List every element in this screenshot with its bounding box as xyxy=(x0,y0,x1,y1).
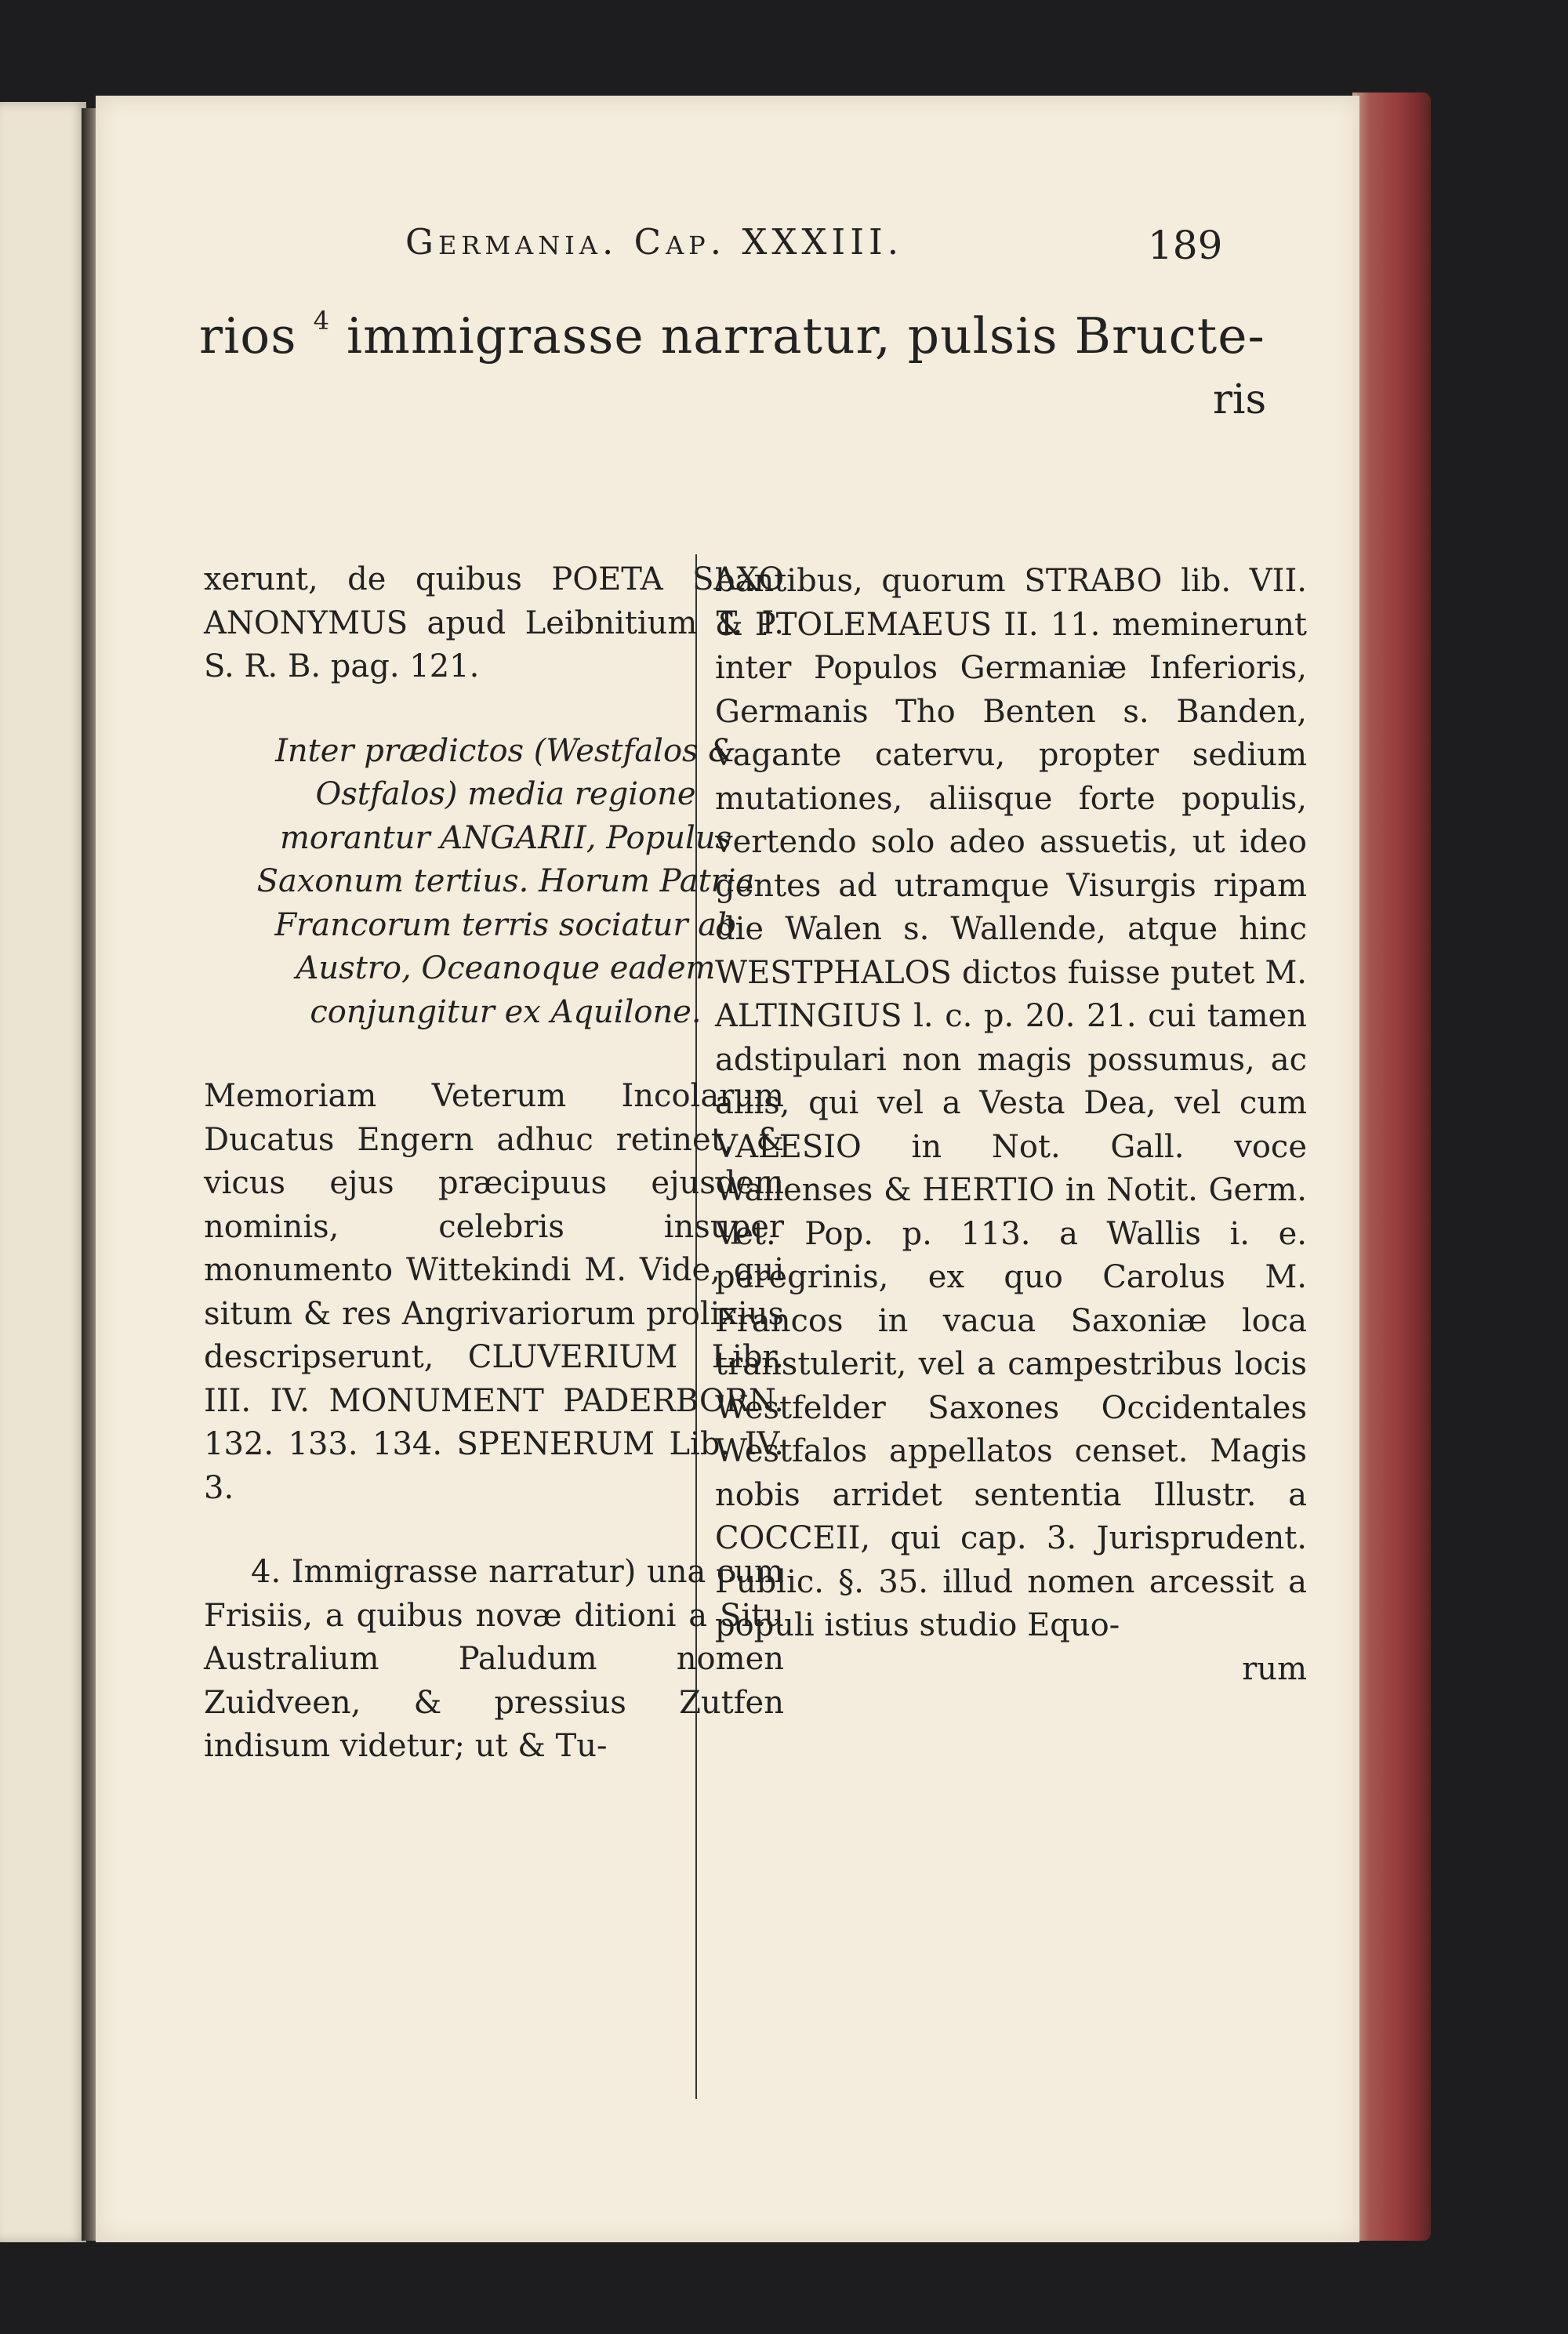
headline-rest: immigrasse narratur, pulsis Bructe- xyxy=(346,307,1265,365)
catchword-top: ris xyxy=(1213,376,1267,423)
headline-start: rios xyxy=(199,307,297,365)
catchword-bottom: rum xyxy=(1242,1650,1307,1687)
footnote-reference: 4 xyxy=(313,306,330,336)
left-column xyxy=(204,558,784,1769)
footnote-4: 4. Immigrasse narratur) una cum Frisiis, a quibus novæ ditioni a Situ Australium Paludum nomen Zuidveen, & pressius Zutfen indisum videtur; ut & Tu- xyxy=(204,1554,784,1764)
left-paragraph-2: Memoriam Veterum Incolarum Ducatus Engern adhuc retinet, & vicus ejus præcipuus ejusdem nominis, celebris insuper monumento Wittekindi M. Vide, qui situm & res Angrivariorum prolixius descripserunt, CLUVERIUM Libr. III. IV. MONUMENT PADERBORN. 132. 133. 134. SPENERUM Lib. IV. 3. xyxy=(204,1078,784,1506)
book-page-block xyxy=(1352,93,1431,2241)
book-page xyxy=(96,96,1359,2242)
running-head xyxy=(96,221,1359,292)
verse-quotation: Inter prædictos (Westfalos & Ostfalos) media regione morantur ANGARII, Populus Saxonum tertius. Horum Patria Francorum terris sociatur ab Austro, Oceanoque eadem conjungitur ex Aquilone. xyxy=(256,732,755,1030)
facing-page-edge xyxy=(0,102,86,2242)
right-column xyxy=(715,560,1307,1691)
continued-text-line xyxy=(199,307,1312,365)
left-paragraph-1: xerunt, de quibus POETA SAXO ANONYMUS apud Leibnitium T. I. S. R. B. pag. 121. xyxy=(204,561,784,684)
page-number: 189 xyxy=(1148,223,1223,268)
right-paragraph-1: bantibus, quorum STRABO lib. VII. & PTOLEMAEUS II. 11. meminerunt inter Populos Germaniæ Inferioris, Germanis Tho Benten s. Banden, vagante catervu, propter sedium mutationes, aliisque forte populis, vertendo solo adeo assuetis, ut ideo gentes ad utramque Visurgis ripam die Walen s. Wallende, atque hinc WESTPHALOS dictos fuisse putet M. ALTINGIUS l. c. p. 20. 21. cui tamen adstipulari non magis possumus, ac aliis, qui vel a Vesta Dea, vel cum VALESIO in Not. Gall. voce Wallenses & HERTIO in Notit. Germ. Vet. Pop. p. 113. a Wallis i. e. peregrinis, ex quo Carolus M. Francos in vacua Saxoniæ loca transtulerit, vel a campestribus locis Westfelder Saxones Occidentales Westfalos appellatos censet. Magis nobis arridet sententia Illustr. a COCCEII, qui cap. 3. Jurisprudent. Public. §. 35. illud nomen arcessit a populi istius studio Equo- xyxy=(715,563,1307,1643)
running-head-title: Germania. Cap. XXXIII. xyxy=(405,221,904,263)
